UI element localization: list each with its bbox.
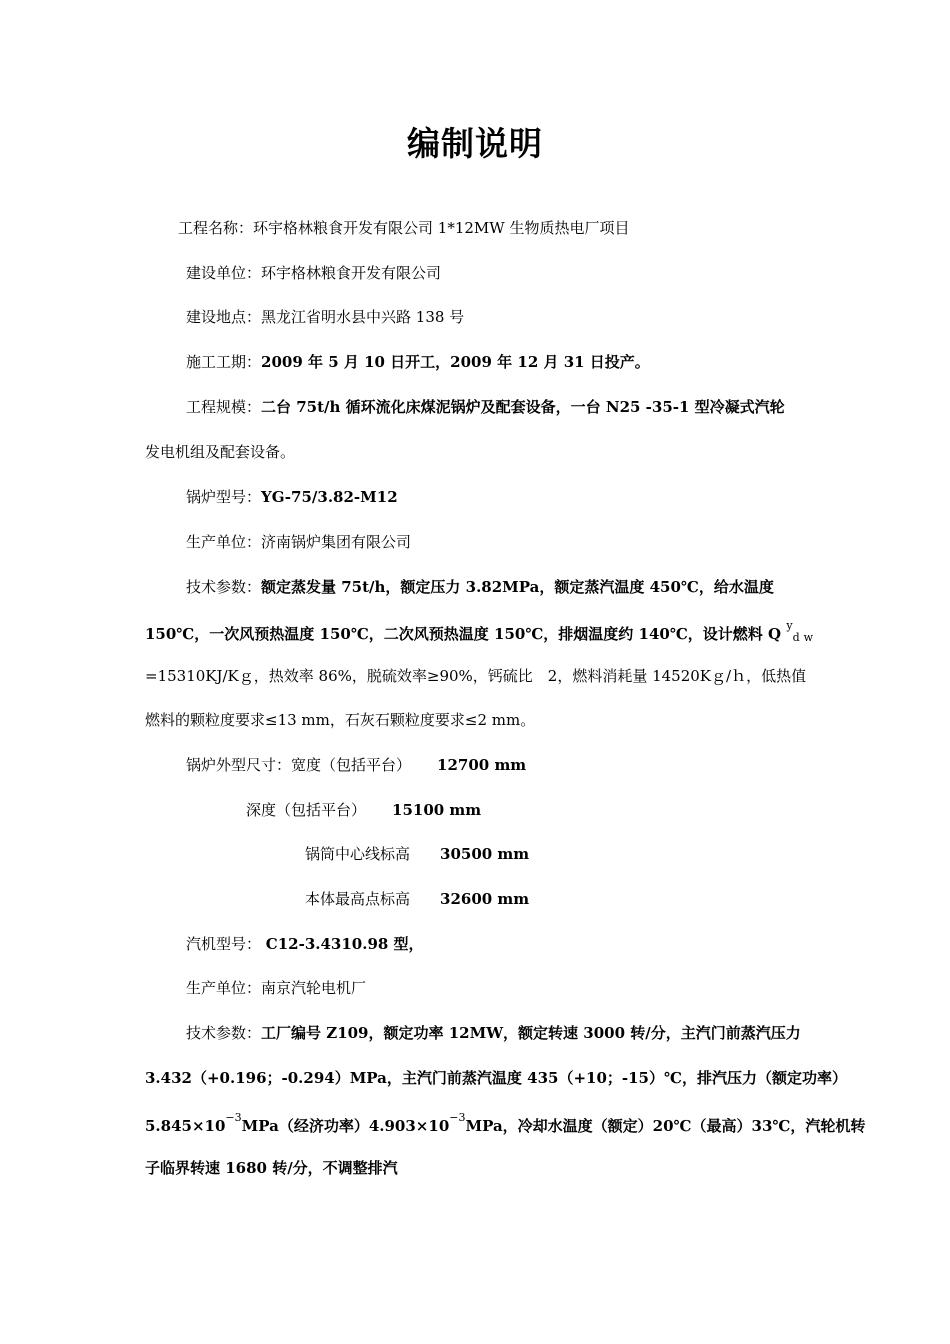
dimension-name: 深度（包括平台）	[246, 801, 367, 819]
dimension-row-width	[186, 754, 851, 776]
schedule-label: 施工工期：	[186, 353, 262, 371]
turbine-model-label: 汽机型号：	[186, 935, 262, 953]
dimensions-label: 锅炉外型尺寸：	[186, 756, 292, 774]
dimension-row-drum-elevation	[305, 843, 950, 865]
turbine-params-text-4: 子临界转速 1680 转/分，不调整排汽	[145, 1159, 398, 1177]
boiler-maker-line	[186, 531, 851, 553]
boiler-maker-label: 生产单位：	[186, 533, 262, 551]
schedule-line	[186, 351, 851, 373]
turbine-params-text-2: 3.432（+0.196；-0.294）MPa，主汽门前蒸汽温度 435（+10；-15）℃，排汽压力（额定功率）	[145, 1069, 847, 1087]
boiler-maker-value: 济南锅炉集团有限公司	[261, 533, 412, 551]
owner-label: 建设单位：	[186, 264, 262, 282]
dimension-name: 锅筒中心线标高	[305, 845, 411, 863]
dimension-value: 30500 mm	[440, 845, 530, 863]
schedule-value: 2009 年 5 月 10 日开工，2009 年 12 月 31 日投产。	[261, 353, 650, 371]
dimension-row-depth	[246, 799, 911, 821]
boiler-params-label: 技术参数：	[186, 578, 262, 596]
location-value: 黑龙江省明水县中兴路 138 号	[261, 308, 465, 326]
turbine-params-text-3a: 5.845×10	[145, 1117, 226, 1135]
owner-line	[186, 262, 851, 284]
fuel-q-subscript: dw	[792, 631, 818, 644]
boiler-model-label: 锅炉型号：	[186, 488, 262, 506]
boiler-params-text-4: 燃料的颗粒度要求≤13 mm，石灰石颗粒度要求≤2 mm。	[145, 711, 536, 729]
turbine-params-label: 技术参数：	[186, 1024, 262, 1042]
turbine-params-line-1	[186, 1022, 810, 1044]
project-name-line	[178, 217, 843, 239]
turbine-maker-label: 生产单位：	[186, 979, 262, 997]
page-title: 编制说明	[407, 124, 543, 163]
exponent-2: −3	[449, 1111, 466, 1124]
project-name-label: 工程名称：	[178, 219, 254, 237]
scale-line-2	[145, 441, 810, 463]
turbine-maker-value: 南京汽轮电机厂	[261, 979, 367, 997]
turbine-params-line-4	[145, 1157, 810, 1179]
boiler-params-line-3	[145, 665, 810, 687]
boiler-params-text-2: 150℃，一次风预热温度 150℃，二次风预热温度 150℃，排烟温度约 140℃，设计燃料 Q	[145, 625, 782, 643]
boiler-model-line	[186, 486, 851, 508]
boiler-params-line-4	[145, 709, 810, 731]
location-label: 建设地点：	[186, 308, 262, 326]
boiler-model-value: YG-75/3.82-M12	[261, 488, 398, 506]
scale-text-2: 发电机组及配套设备。	[145, 443, 296, 461]
dimension-name: 宽度（包括平台）	[291, 756, 412, 774]
exponent-1: −3	[225, 1111, 242, 1124]
boiler-params-line-2	[145, 619, 818, 647]
dimension-name: 本体最高点标高	[305, 890, 411, 908]
turbine-model-line	[186, 933, 851, 955]
owner-value: 环宇格林粮食开发有限公司	[261, 264, 442, 282]
fuel-q-superscript: y	[786, 619, 793, 632]
dimension-value: 32600 mm	[440, 890, 530, 908]
scale-line-1	[186, 396, 810, 418]
location-line	[186, 306, 851, 328]
boiler-params-text-1: 额定蒸发量 75t/h，额定压力 3.82MPa，额定蒸汽温度 450℃，给水温度	[261, 578, 774, 596]
turbine-params-text-3b: MPa（经济功率）4.903×10	[241, 1117, 450, 1135]
project-name-value: 环宇格林粮食开发有限公司 1*12MW 生物质热电厂项目	[253, 219, 630, 237]
dimension-row-top-elevation	[305, 888, 950, 910]
boiler-params-line-1	[186, 576, 810, 598]
scale-text-1: 二台 75t/h 循环流化床煤泥锅炉及配套设备，一台 N25 -35-1 型冷凝式汽轮	[261, 398, 785, 416]
turbine-params-line-3	[145, 1111, 866, 1137]
dimension-value: 12700 mm	[437, 756, 527, 774]
turbine-params-text-1: 工厂编号 Z109，额定功率 12MW，额定转速 3000 转/分，主汽门前蒸汽压力	[261, 1024, 801, 1042]
boiler-params-text-3: =15310KJ/Kｇ，热效率 86%，脱硫效率≥90%，钙硫比 2，燃料消耗量 14520Kｇ/ｈ，低热值	[145, 667, 807, 685]
turbine-params-text-3c: MPa，冷却水温度（额定）20℃（最高）33℃，汽轮机转	[465, 1117, 866, 1135]
turbine-model-value: C12-3.4310.98 型，	[265, 935, 424, 953]
turbine-maker-line	[186, 977, 851, 999]
dimension-value: 15100 mm	[392, 801, 482, 819]
scale-label: 工程规模：	[186, 398, 262, 416]
turbine-params-line-2	[145, 1067, 847, 1089]
